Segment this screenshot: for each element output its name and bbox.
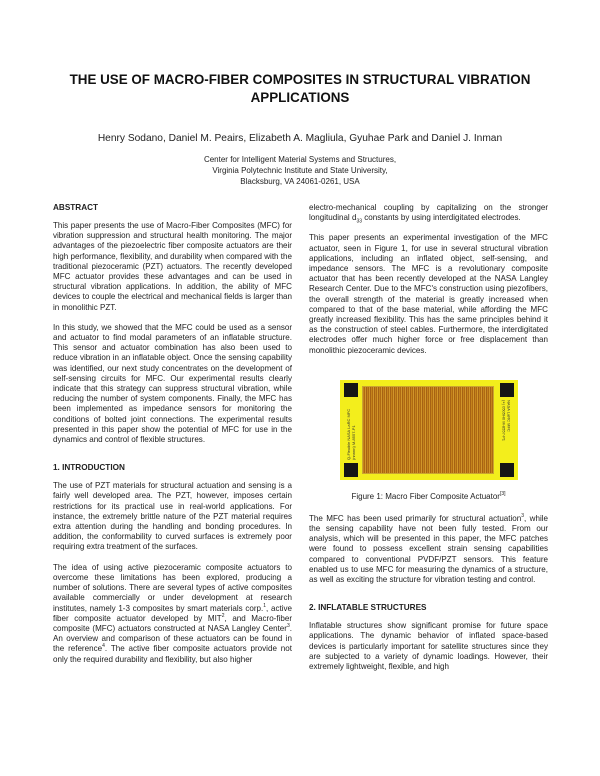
figure-label (346, 400, 356, 460)
body-paragraph (309, 514, 548, 585)
electrode-pad (344, 463, 358, 477)
citation: 1 (263, 602, 267, 609)
text: The idea of using active piezoceramic composite actuators to overcome these limitations has been explored, producing a number of solutions. There are several types of active composites available commercially or under development at research institutes, namely 1-3 composites by smart materials corp. (53, 562, 292, 613)
electrode-pad (500, 383, 514, 397)
left-column (53, 203, 292, 682)
electrode-pad (500, 463, 514, 477)
affiliation-line: Virginia Polytechnic Institute and State University, (212, 166, 388, 175)
fiber-region (362, 386, 494, 474)
body-paragraph (309, 203, 548, 223)
authors: Henry Sodano, Daniel M. Peairs, Elizabeth A. Magliula, Gyuhae Park and Daniel J. Inman (97, 133, 503, 144)
inflatable-heading: 2. INFLATABLE STRUCTURES (309, 603, 427, 613)
body-columns (0, 203, 600, 682)
subscript: 33 (356, 218, 362, 225)
citation: 3 (521, 512, 525, 519)
abstract-paragraph: This paper presents the use of Macro-Fiber Composites (MFC) for vibration suppression and structural health monitoring. The major advantages of the piezoelectric fiber composite actuators are their high performance, flexibility, and durability when compared with the traditional piezoceramic (PZT) actuators. The recently developed MFC actuator provides these advantages and can be used in structural vibration applications. In addition, the ability of MFC devices to couple the electrical and mechanical fields is larger than in monolithic PZT. (53, 221, 292, 312)
body-paragraph: Inflatable structures show significant promise for future space applications. The dynamic behavior of inflated space-based devices is particularly important for satellite structures since they are subjected to a variety of dynamic loadings. However, their extremely lightweight, flexible, and high (309, 621, 548, 672)
affiliation (0, 154, 600, 187)
figure-caption (309, 492, 548, 502)
body-paragraph: This paper presents an experimental investigation of the MFC actuator, seen in Figure 1, for use in several structural vibration applications, including an inflated object, self-sensing, and impedance sensors. The MFC is a revolutionary composite actuator that has been recently developed at the NASA Langley Research Center. Due to the MFC's construction using piezofibers, the overall strength of the material is greatly increased when compared to that of the base material, while affording the MFC greatly increased flexibility. This has the same principles behind it as the construction of steel cables. Furthermore, the interdigitated electrodes offer much higher force or free displacement than monolithic piezoceramic devices. (309, 233, 548, 355)
paper-header (0, 0, 600, 187)
text: . The active fiber composite actuators provide not only the required durability and flexibility, but also higher (53, 644, 292, 664)
citation: [3] (499, 490, 506, 497)
introduction-paragraph (53, 563, 292, 665)
abstract-heading: ABSTRACT (53, 203, 99, 212)
citation: 4 (102, 643, 105, 650)
text: , and Macro-fiber composite (MFC) actuators constructed at NASA Langley Center (53, 613, 292, 633)
text: The MFC has been used primarily for structural actuation (309, 513, 522, 523)
text: , active fiber composite actuator developed by MIT (53, 603, 292, 623)
abstract-paragraph: In this study, we showed that the MFC could be used as a sensor and actuator to find modal parameters of an inflatable structure. This sensor and actuator combination has also been used to reduce vibration in an inflatable object. Once the sensing capability was identified, our next study concentrates on the development of self-sensing circuits for MFC. Our experimental results clearly indicate that this strategy can suppress structural vibration, while reducing the number of system components. Finally, the MFC has been implemented as impedance sensors for monitoring the conditions of bolted joint connections. The experimental results presented in this paper show the potential of MFC for use in the dynamics and control of flexible structures. (53, 322, 292, 445)
citation: 2 (221, 612, 225, 619)
affiliation-line: Blacksburg, VA 24061-0261, USA (240, 177, 360, 186)
figure-container (309, 380, 548, 480)
label-text: Q-Flexible NASA LaRC MFC (345, 408, 351, 460)
figure-label (502, 400, 512, 460)
introduction-heading: 1. INTRODUCTION (53, 463, 125, 473)
introduction-paragraph: The use of PZT materials for structural actuation and sensing is a fairly well developed area. The PZT, however, imposes certain restrictions for its practical use in real-world applications. For instance, the extremely brittle nature of the PZT material requires extra attention during the handling and bonding procedures. In addition, the conformability to curved surfaces is extremely poor requiring extra treatment of the surfaces. (53, 481, 292, 552)
electrode-pad (344, 383, 358, 397)
text: , while the sensing capability have not been fully tested. From our analysis, which will be presented in this paper, the MFC patches were found to possess excellent strain sensing capabilities compared to conventional PVDF/PZT sensors. This feature enabled us to use MFC for measuring the dynamics of a structure, as well as exciting the structure for vibration testing and control. (309, 513, 549, 585)
label-text: (+) 0505H0 M-8557-P1 (501, 399, 507, 441)
mfc-actuator-figure (340, 380, 518, 480)
right-column (309, 203, 548, 682)
caption-text: Figure 1: Macro Fiber Composite Actuator (351, 491, 500, 501)
label-text: NASA LaRC MFC (506, 399, 512, 432)
paper-title: THE USE OF MACRO-FIBER COMPOSITES IN STRUCTURAL VIBRATION APPLICATIONS (69, 72, 531, 105)
text: . An overview and comparison of these actuators can be found in the reference (53, 623, 292, 654)
citation: 3 (286, 622, 290, 629)
affiliation-line: Center for Intelligent Material Systems and Structures, (203, 155, 397, 164)
label-text: (nnnnn) M-8557-P1 (350, 425, 356, 460)
text: constants by using interdigitated electrodes. (362, 213, 521, 223)
text: electro-mechanical coupling by capitalizing on the stronger longitudinal d (309, 203, 548, 223)
